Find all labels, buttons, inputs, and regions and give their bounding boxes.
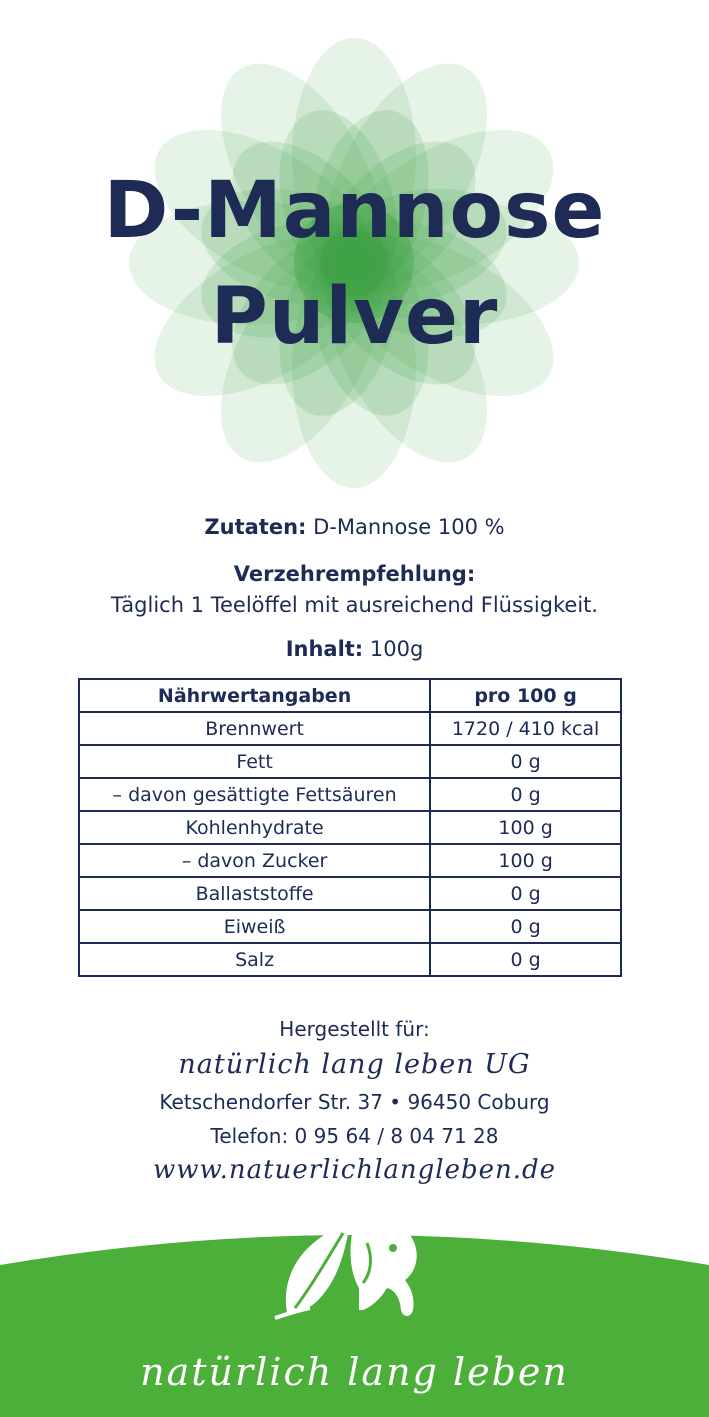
nutrient-value: 1720 / 410 kcal [430, 712, 621, 745]
producer-website: www.natuerlichlangleben.de [152, 1155, 557, 1185]
table-row [79, 745, 621, 778]
content-value: 100g [363, 637, 424, 661]
nutrient-value: 0 g [430, 745, 621, 778]
content-line [0, 637, 709, 662]
nutrition-header-amount: pro 100 g [430, 679, 621, 712]
nutrition-table [78, 678, 622, 977]
table-row [79, 844, 621, 877]
nutrient-name: Fett [79, 745, 430, 778]
table-row [79, 877, 621, 910]
nutrient-name: – davon gesättigte Fettsäuren [79, 778, 430, 811]
nutrient-name: Kohlenhydrate [79, 811, 430, 844]
product-title-line2: Pulver [210, 272, 499, 362]
content-label: Inhalt: [285, 637, 364, 661]
nutrient-value: 0 g [430, 778, 621, 811]
table-row [79, 778, 621, 811]
nutrient-name: – davon Zucker [79, 844, 430, 877]
nutrition-header-name: Nährwertangaben [79, 679, 430, 712]
ingredients-label: Zutaten: [204, 515, 307, 539]
recommendation-heading: Verzehrempfehlung: [233, 562, 476, 586]
ingredients-value: D-Mannose 100 % [306, 515, 505, 539]
nutrition-header-row [79, 679, 621, 712]
producer-company: natürlich lang leben UG [178, 1049, 531, 1080]
nutrient-name: Eiweiß [79, 910, 430, 943]
footer-brand: natürlich lang leben [140, 1350, 569, 1394]
mandala-flower-icon [104, 28, 604, 498]
table-row [79, 910, 621, 943]
nutrient-name: Ballaststoffe [79, 877, 430, 910]
producer-phone: Telefon: 0 95 64 / 8 04 71 28 [210, 1124, 499, 1148]
nutrient-value: 0 g [430, 943, 621, 976]
nutrient-value: 100 g [430, 844, 621, 877]
producer-label: Hergestellt für: [279, 1017, 430, 1041]
table-row [79, 712, 621, 745]
producer-address: Ketschendorfer Str. 37 • 96450 Coburg [159, 1090, 550, 1114]
nutrient-value: 0 g [430, 910, 621, 943]
nutrient-value: 0 g [430, 877, 621, 910]
nutrient-value: 100 g [430, 811, 621, 844]
table-row [79, 943, 621, 976]
ingredients-line [0, 515, 709, 540]
nutrient-name: Brennwert [79, 712, 430, 745]
table-row [79, 811, 621, 844]
recommendation-text: Täglich 1 Teelöffel mit ausreichend Flüssigkeit. [110, 593, 599, 617]
nutrient-name: Salz [79, 943, 430, 976]
product-title-line1: D-Mannose [103, 166, 606, 256]
